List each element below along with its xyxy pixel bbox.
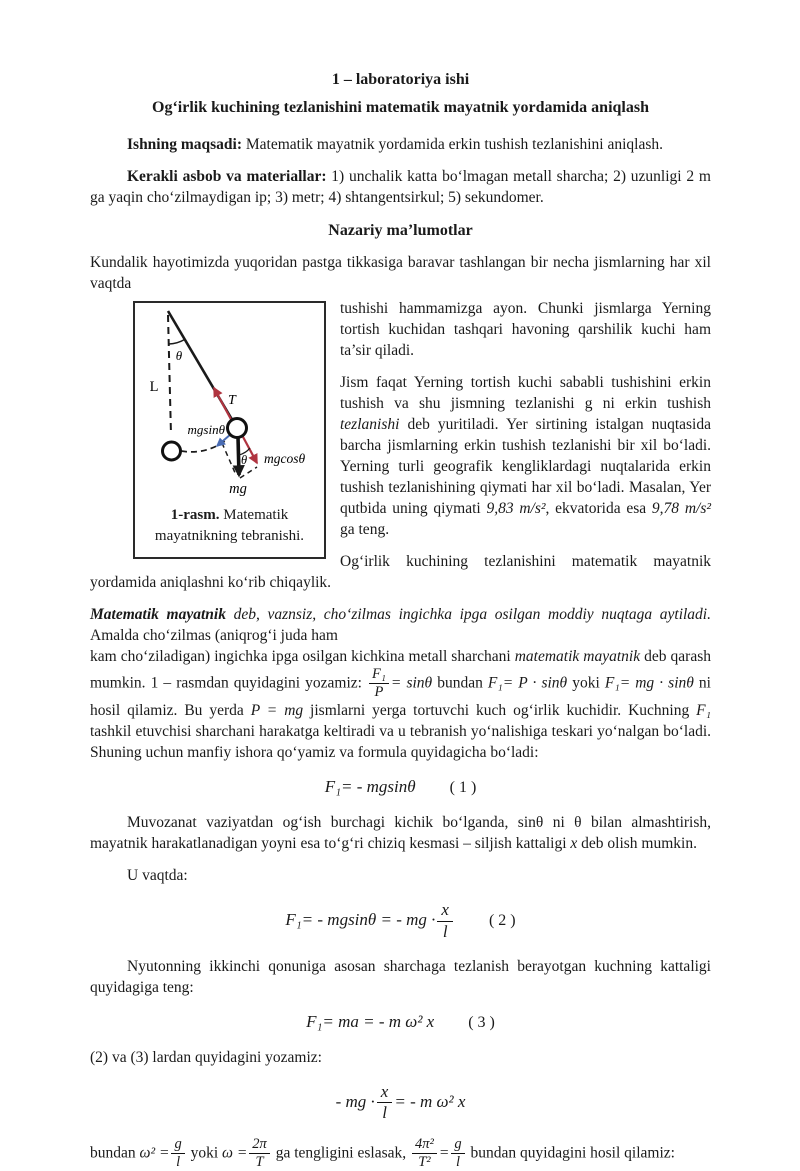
parallelogram-dashed-left <box>222 443 236 475</box>
derivation-text: jismlarni yerga tortuvchi kuch og‘irlik kuchidir. Kuchning <box>303 702 697 720</box>
freefall-text: Jism faqat Yerning tortish kuchi sababli tushishini erkin tushish va shu jismning tezlanishi g ni erkin tushish <box>340 374 711 412</box>
bottom-theta-label: θ <box>241 453 248 467</box>
fraction-denominator: l <box>176 1154 181 1171</box>
equilibrium-bob <box>163 442 181 460</box>
derivation-text: yoki <box>567 674 605 692</box>
derivation-text: kam cho‘ziladigan) ingichka ipga osilgan kichkina metall sharchani <box>90 648 515 665</box>
omega-text: bundan quyidagini hosil qilamiz: <box>466 1144 675 1162</box>
inline-formula: P = mg <box>250 702 304 720</box>
top-angle-arc <box>169 339 185 344</box>
purpose-text: Matematik mayatnik yordamida erkin tushish tezlanishini aniqlash. <box>242 136 664 153</box>
equipment-label: Kerakli asbob va materiallar: <box>127 168 327 185</box>
inline-formula: = sinθ <box>390 674 433 692</box>
fraction-numerator: 4π² <box>412 1137 437 1154</box>
small-angle-paragraph <box>90 812 711 854</box>
formula-1-body: F₁= - mgsinθ <box>324 777 416 797</box>
formula-2 <box>90 901 711 941</box>
formula-3 <box>90 1013 711 1032</box>
freefall-text: ga teng. <box>340 521 390 538</box>
fraction-denominator: T <box>255 1154 264 1171</box>
formula-1 <box>90 778 711 797</box>
formula-1-number: ( 1 ) <box>449 779 477 797</box>
theory-heading: Nazariy ma’lumotlar <box>328 222 473 239</box>
fraction-denominator: l <box>455 1154 460 1171</box>
figure-caption-number: 1-rasm. <box>170 507 220 523</box>
fraction-numerator: x <box>377 1083 393 1104</box>
lab-main-title: Og‘irlik kuchining tezlanishini matematik mayatnik yordamida aniqlash <box>152 99 649 116</box>
equipment-paragraph <box>90 166 711 208</box>
swing-path-dashed <box>181 441 225 452</box>
definition-text: Amalda cho‘zilmas (aniqrog‘i juda ham <box>90 627 338 644</box>
fraction-2pi-T <box>249 1137 270 1170</box>
fraction-denominator: l <box>442 921 448 941</box>
parallelogram-dashed-right <box>240 467 257 478</box>
fraction-x-l-2 <box>377 1083 393 1123</box>
fraction-g-l-2 <box>451 1137 464 1170</box>
fraction-denominator: P <box>374 684 384 701</box>
definition-paragraph <box>90 604 711 646</box>
mgsin-label: mgsinθ <box>187 422 225 437</box>
term-tezlanishi: tezlanishi <box>340 416 400 433</box>
fraction-4pi2-T2 <box>412 1137 437 1170</box>
derivation-text: ni hosil qilamiz. Bu yerda <box>90 674 711 720</box>
small-angle-text: deb olish mumkin. <box>577 835 697 853</box>
figure-caption <box>135 503 324 557</box>
definition-italic-text: deb, vaznsiz, cho‘zilmas ingichka ipga osilgan moddiy nuqtaga aytiladi. <box>225 606 711 623</box>
derivation-text: bundan <box>432 674 488 692</box>
combine-paragraph: (2) va (3) lardan quyidagini yozamiz: <box>90 1048 322 1066</box>
fraction-numerator: x <box>437 901 453 922</box>
omega-text: ga tengligini eslasak, <box>271 1144 410 1162</box>
figure-caption-text: Matematik mayatnikning tebranishi. <box>154 507 305 544</box>
inline-formula: F₁= mg · sinθ <box>604 674 694 692</box>
uvaqtda-paragraph: U vaqtda: <box>127 867 188 885</box>
mg-arrow <box>238 437 239 475</box>
length-label: L <box>149 379 159 395</box>
intro-paragraph-rest: tushishi hammamizga ayon. Chunki jismlarga Yerning tortish kuchidan tashqari havoning qarshilik kuchi ham ta’sir qiladi. <box>340 300 711 359</box>
mgcos-label: mgcosθ <box>264 451 306 466</box>
fraction-denominator: T² <box>418 1154 431 1171</box>
top-theta-label: θ <box>175 348 183 363</box>
aim-paragraph: Og‘irlik kuchining tezlanishini matematik mayatnik yordamida aniqlashni ko‘rib chiqaylik. <box>90 553 711 591</box>
omega-text: yoki <box>186 1144 223 1162</box>
displacement-x: x <box>570 835 578 853</box>
pendulum-figure <box>133 301 326 559</box>
formula-3-number: ( 3 ) <box>468 1013 495 1031</box>
value-equator-g: 9,78 m/s² <box>651 500 711 517</box>
derivation-paragraph <box>90 646 711 763</box>
fraction-x-l <box>437 901 453 941</box>
inline-formula-omega: ω = <box>222 1144 248 1162</box>
derivation-text: deb qarash mumkin. 1 – rasmdan quyidagini yozamiz: <box>90 648 711 692</box>
equipment-text: 1) unchalik katta bo‘lmagan metall sharcha; 2) uzunligi 2 m ga yaqin cho‘zilmaydigan ip; 3) metr; 4) shtangentsirkul; 5) sekundomer. <box>90 168 711 206</box>
fraction-numerator: g <box>171 1137 184 1154</box>
freefall-text: deb yuritiladi. Yer sirtining istalgan nuqtasida barcha jismlarning erkin tushish tezlanishi bir xil bo‘ladi. Yerning turli geografik kengliklardagi nuqtalarida erkin tushish tezlanishining qiymati har xil bo‘ladi. Masalan, Yer qutbida uning qiymati <box>340 416 711 517</box>
term-matematik-mayatnik: Matematik mayatnik <box>90 606 226 623</box>
omega-text: bundan <box>90 1144 140 1162</box>
inline-formula-omega2: ω² = <box>139 1144 170 1162</box>
inline-fraction-F1-P <box>369 667 389 700</box>
small-angle-text: Muvozanat vaziyatdan og‘ish burchagi kichik bo‘lganda, sinθ ni θ bilan almashtirish, mayatnik harakatlanadigan yoyni esa to‘g‘ri chiziq kesmasi – siljish kattaligi <box>90 814 711 853</box>
fraction-numerator: F₁ <box>369 667 389 684</box>
value-pole-g: 9,83 m/s² <box>486 500 546 517</box>
purpose-paragraph <box>90 134 711 155</box>
equilibrium-dashed-line <box>168 315 171 435</box>
derivation-text: tashkil etuvchisi sharchani harakatga keltiradi va u tebranish yo‘nalishiga teskari yo‘nalgan bo‘ladi. Shuning uchun manfiy ishora qo‘yamiz va formula quyidagicha bo‘ladi: <box>90 723 711 762</box>
lab-number-title: 1 – laboratoriya ishi <box>331 71 470 88</box>
fraction-denominator: l <box>382 1103 387 1123</box>
formula-2-number: ( 2 ) <box>488 911 516 929</box>
formula-4-body-rhs: = - m ω² x <box>394 1091 466 1111</box>
inline-formula: F₁ <box>696 702 711 720</box>
formula-4 <box>90 1083 711 1123</box>
figure-text-wrap <box>90 298 711 763</box>
intro-paragraph-line1: Kundalik hayotimizda yuqoridan pastga tikkasiga baravar tashlangan bir necha jismlarning har xil vaqtda <box>90 254 711 292</box>
formula-4-body: - mg · <box>335 1091 375 1111</box>
fraction-numerator: 2π <box>249 1137 270 1154</box>
formula-3-body: F₁= ma = - m ω² x <box>306 1011 435 1031</box>
pendulum-diagram <box>135 303 324 497</box>
mg-label: mg <box>229 481 247 497</box>
fraction-g-l <box>171 1137 184 1170</box>
formula-2-body: F₁= - mgsinθ = - mg · <box>285 909 436 929</box>
pendulum-bob <box>228 419 247 438</box>
freefall-text: , ekvatorida esa <box>545 500 652 517</box>
tension-label: T <box>228 393 236 408</box>
newton-paragraph: Nyutonning ikkinchi qonuniga asosan sharchaga tezlanish berayotgan kuchning kattaligi quyidagiga teng: <box>90 957 711 996</box>
inline-formula-equals: = <box>438 1144 450 1162</box>
omega-paragraph <box>90 1137 711 1170</box>
fraction-numerator: g <box>451 1137 464 1154</box>
term-matematik-mayatnik-2: matematik mayatnik <box>514 648 641 665</box>
inline-formula: F₁= P · sinθ <box>487 674 568 692</box>
purpose-label: Ishning maqsadi: <box>127 136 243 153</box>
